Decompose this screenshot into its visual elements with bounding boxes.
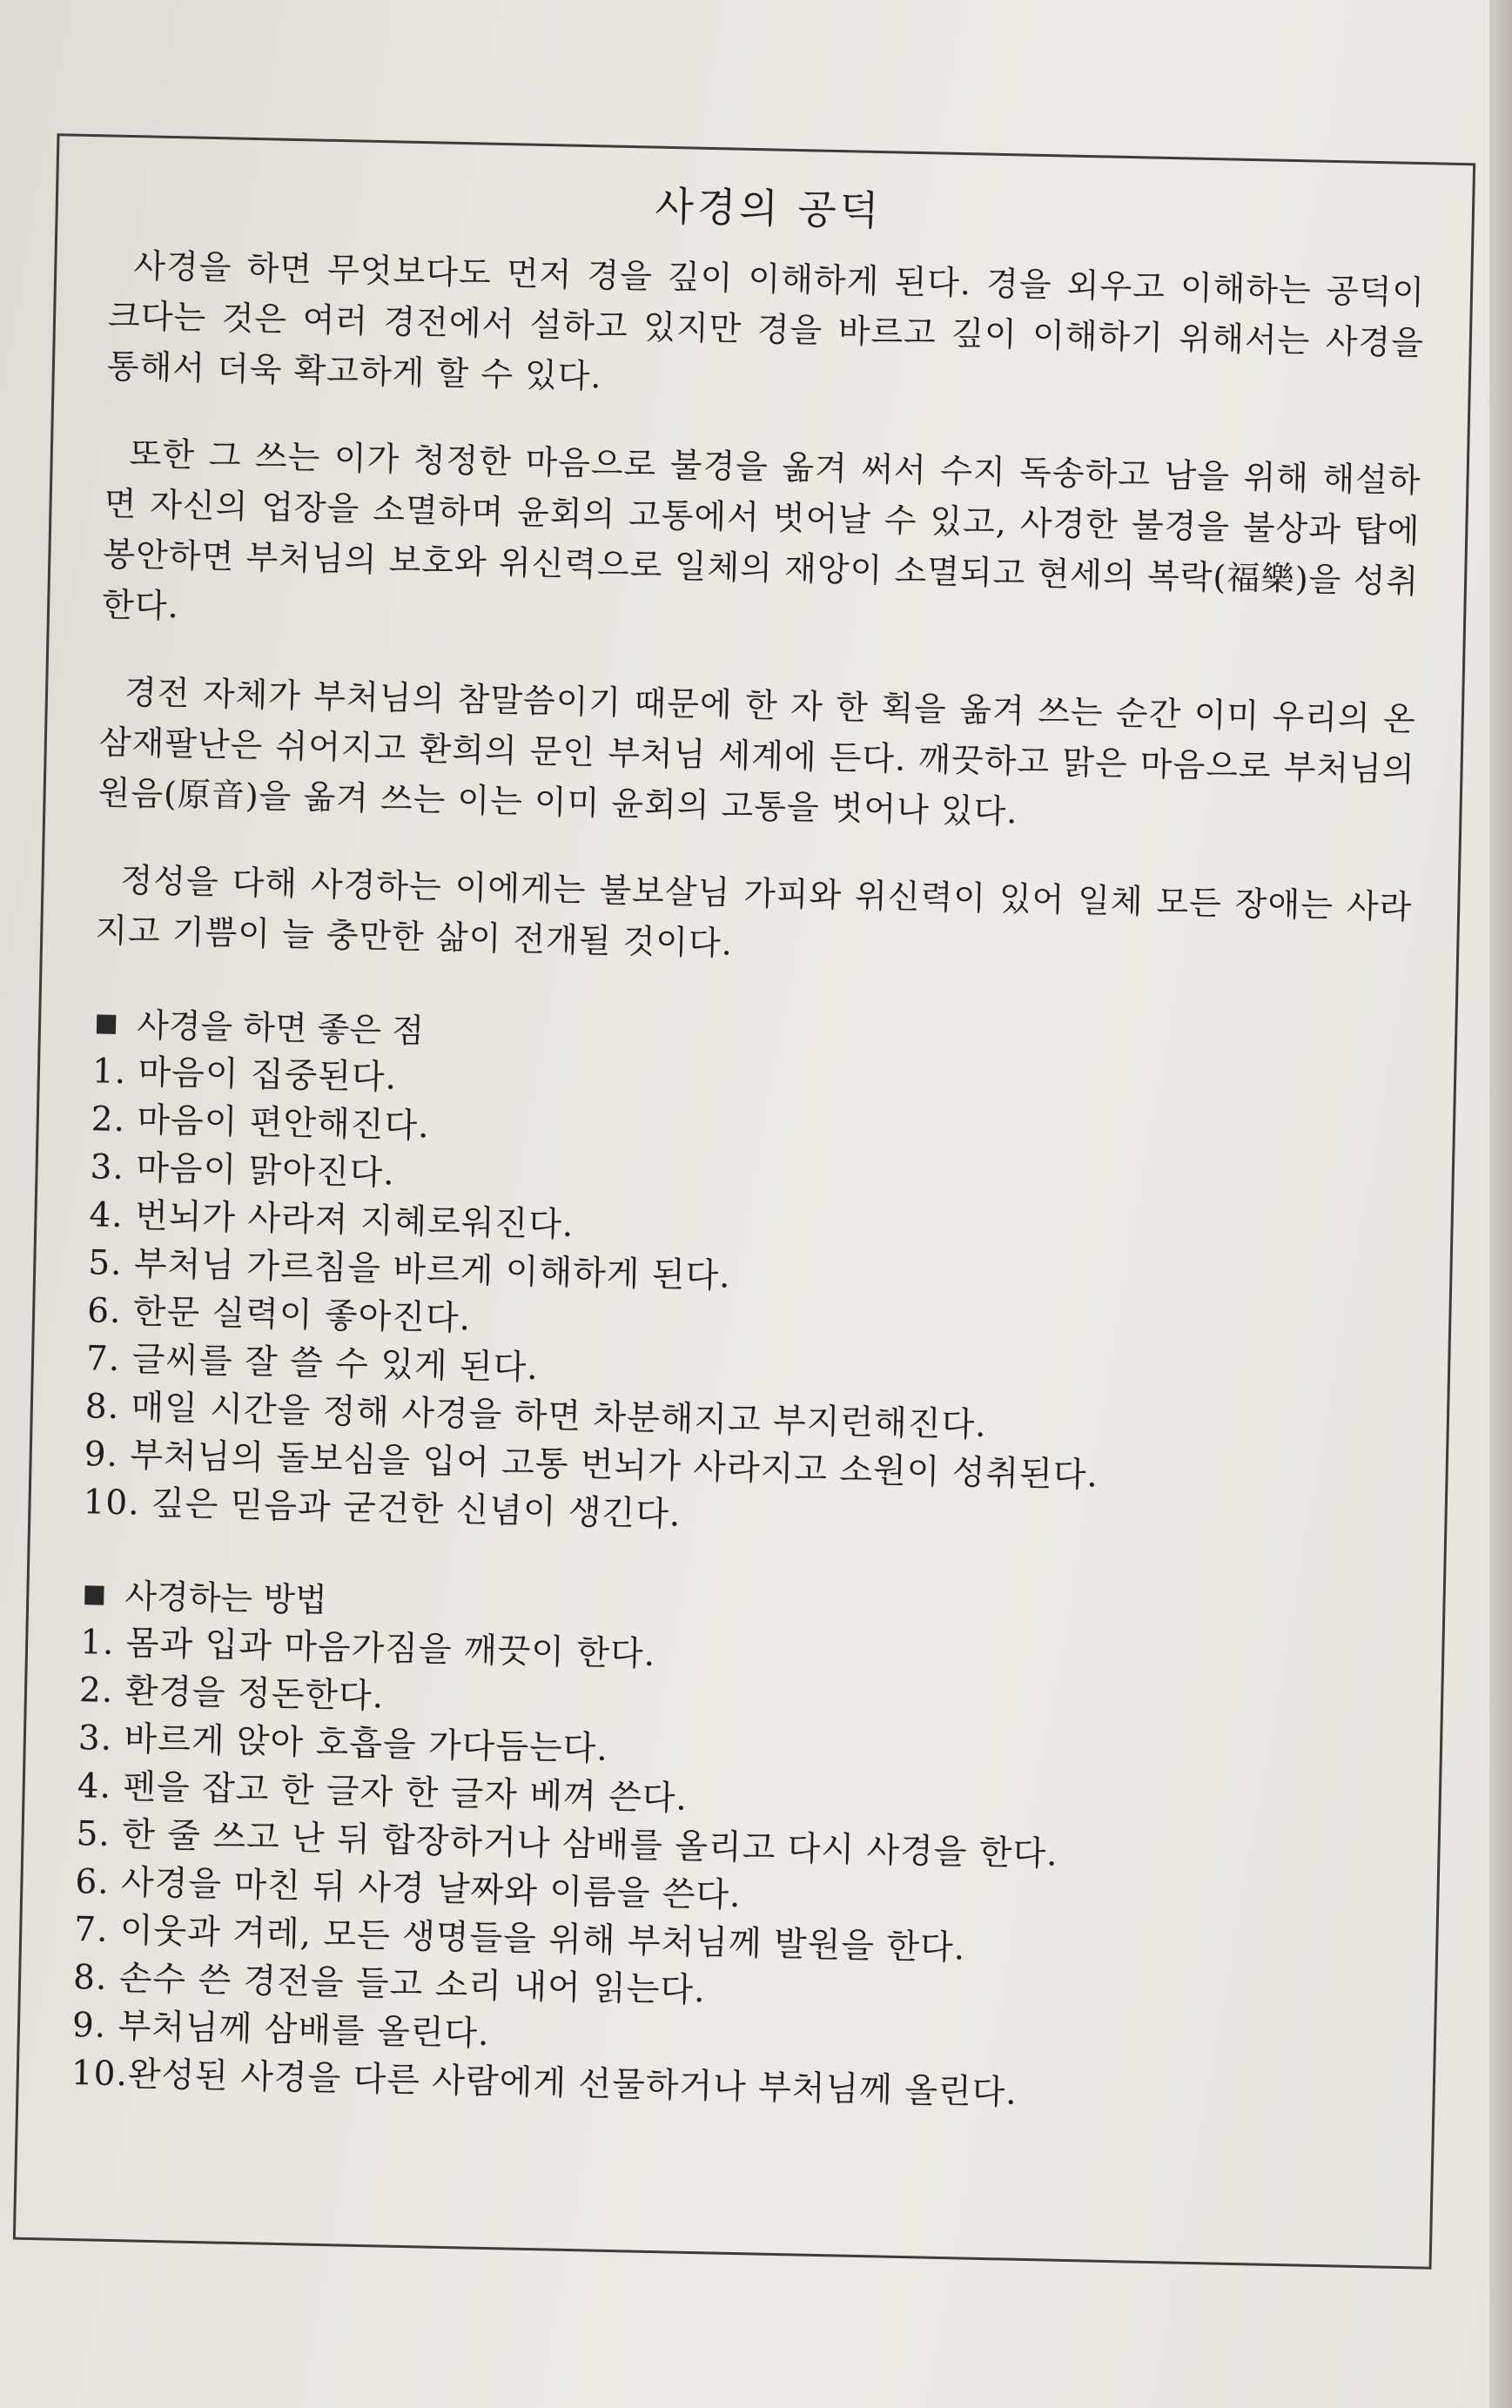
list-item: 5. 한 줄 쓰고 난 뒤 합장하거나 삼배를 올리고 다시 사경을 한다. [76, 1814, 1058, 1874]
list-item: 5. 부처님 가르침을 바르게 이해하게 된다. [87, 1243, 732, 1296]
square-bullet-icon [97, 1014, 116, 1033]
method-list [71, 1618, 1396, 2125]
list-item: 4. 번뇌가 사라져 지혜로워진다. [89, 1195, 575, 1245]
benefits-list [83, 1047, 1408, 1554]
benefits-section [83, 1000, 1409, 1554]
benefits-heading: 사경을 하면 좋은 점 [93, 1000, 1410, 1075]
page-edge [1489, 0, 1512, 2408]
list-item: 6. 사경을 마친 뒤 사경 날짜와 이름을 쓴다. [74, 1862, 742, 1916]
method-heading: 사경하는 방법 [81, 1571, 1398, 1646]
list-item: 7. 이웃과 겨레, 모든 생명들을 위해 부처님께 발원을 한다. [73, 1910, 966, 1968]
list-item: 3. 바르게 앉아 호흡을 가다듬는다. [77, 1719, 609, 1769]
paragraph-4: 정성을 다해 사경하는 이에게는 불보살님 가피와 위신력이 있어 일체 모든 장애는 사라지고 기쁨이 늘 충만한 삶이 전개될 것이다. [94, 860, 1413, 963]
list-item: 2. 환경을 정돈한다. [78, 1671, 385, 1717]
list-item: 9. 부처님께 삼배를 올린다. [71, 2006, 490, 2055]
list-item: 1. 몸과 입과 마음가짐을 깨끗이 한다. [79, 1623, 656, 1674]
list-item: 9. 부처님의 돌보심을 입어 고통 번뇌가 사라지고 소원이 성취된다. [84, 1435, 1099, 1496]
list-item: 10. 깊은 믿음과 굳건한 신념이 생긴다. [83, 1483, 682, 1535]
list-item: 7. 글씨를 잘 쓸 수 있게 된다. [85, 1339, 540, 1389]
list-item: 2. 마음이 편안해진다. [91, 1100, 430, 1147]
content-frame [13, 133, 1475, 2270]
paragraph-1: 사경을 하면 무엇보다도 먼저 경을 깊이 이해하게 된다. 경을 외우고 이해하는 공덕이 크다는 것은 여러 경전에서 설하고 있지만 경을 바르고 깊이 이해하기 위해서는 사경을 통해서 더욱 확고하게 할 수 있다. [106, 246, 1426, 396]
page-title: 사경의 공덕 [654, 182, 883, 235]
method-section [71, 1571, 1397, 2125]
paragraph-2: 또한 그 쓰는 이가 청정한 마음으로 불경을 옮겨 써서 수지 독송하고 남을 위해 해설하면 자신의 업장을 소멸하며 윤회의 고통에서 벗어날 수 있고, 사경한 불경을 불상과 탑에 봉안하면 부처님의 보호와 위신력으로 일체의 재앙이 소멸되고 현세의 복락(福樂)을 성취한다. [101, 434, 1421, 626]
list-item: 10.완성된 사경을 다른 사람에게 선물하거나 부처님께 올린다. [71, 2054, 1018, 2113]
list-item: 6. 한문 실력이 좋아진다. [86, 1291, 472, 1339]
list-item: 1. 마음이 집중된다. [91, 1052, 398, 1098]
list-item: 3. 마음이 맑아진다. [90, 1147, 396, 1194]
paragraph-3: 경전 자체가 부처님의 참말씀이기 때문에 한 자 한 획을 옮겨 쓰는 순간 이미 우리의 온 삼재팔난은 쉬어지고 환희의 문인 부처님 세계에 든다. 깨끗하고 맑은 마음으로 부처님의 원음(原音)을 옮겨 쓰는 이는 이미 윤회의 고통을 벗어나 있다. [97, 672, 1417, 831]
square-bullet-icon [84, 1585, 104, 1604]
list-item: 4. 펜을 잡고 한 글자 한 글자 베껴 쓴다. [77, 1766, 689, 1819]
list-item: 8. 손수 쓴 경전을 들고 소리 내어 읽는다. [72, 1958, 706, 2011]
list-item: 8. 매일 시간을 정해 사경을 하면 차분해지고 부지런해진다. [84, 1387, 988, 1445]
